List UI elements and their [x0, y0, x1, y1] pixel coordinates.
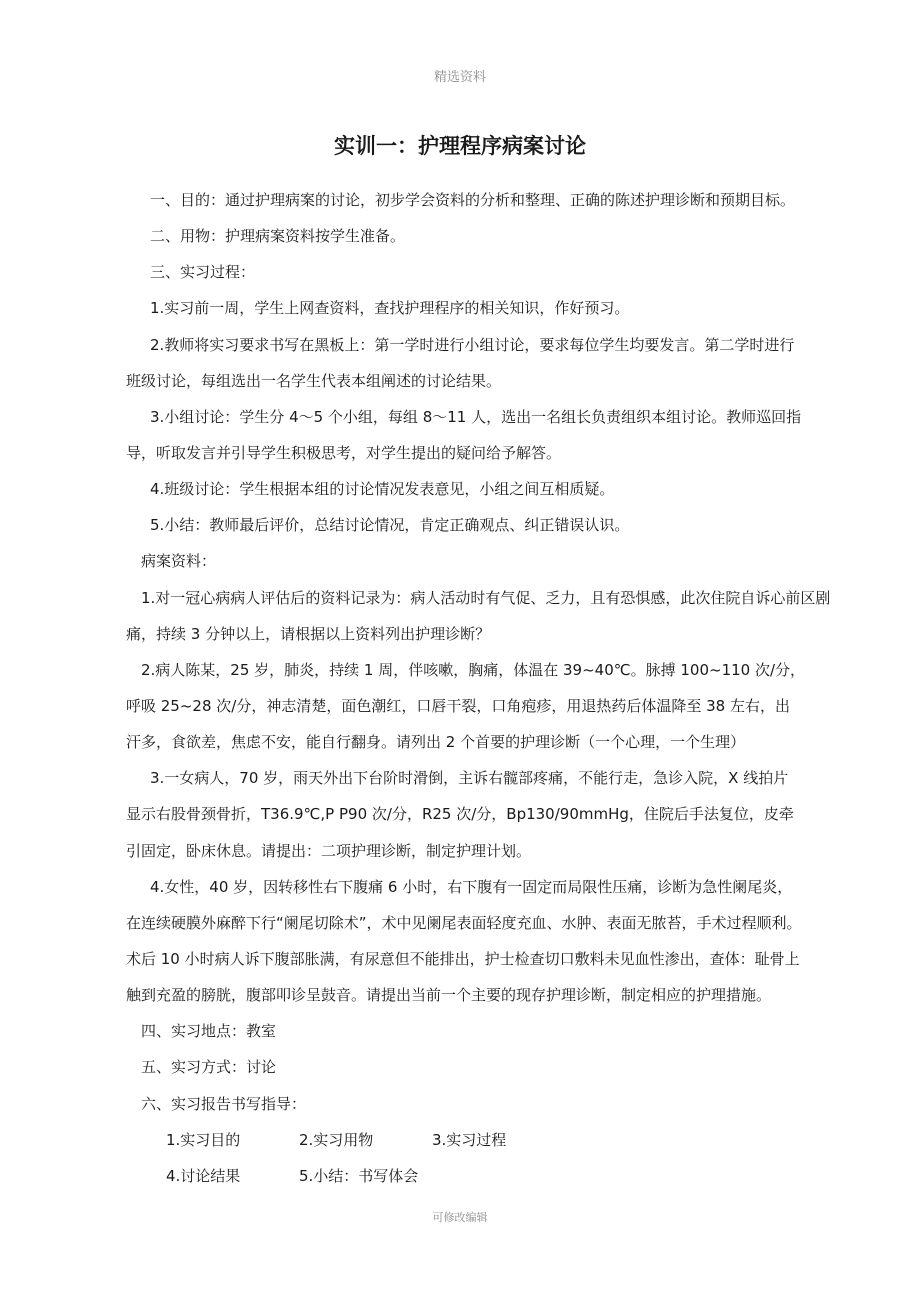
- text-line: 班级讨论，每组选出一名学生代表本组阐述的讨论结果。: [126, 372, 502, 390]
- text-line: 3.一女病人，70 岁，雨天外出下台阶时滑倒，主诉右髋部疼痛，不能行走，急诊入院，X 线拍片: [150, 769, 789, 787]
- text-line: 术后 10 小时病人诉下腹部胀满，有尿意但不能排出，护士检查切口敷料未见血性渗出，查体：耻骨上: [126, 950, 800, 968]
- text-line: 触到充盈的膀胱，腹部叩诊呈鼓音。请提出当前一个主要的现存护理诊断，制定相应的护理措施。: [126, 986, 772, 1004]
- text-line: 5.小结：教师最后评价，总结讨论情况，肯定正确观点、纠正错误认识。: [150, 516, 630, 534]
- guide-item: 5.小结：书写体会: [299, 1167, 419, 1185]
- guide-row-2: [0, 1166, 920, 1186]
- text-line: 五、实习方式：讨论: [141, 1058, 277, 1076]
- text-line: 六、实习报告书写指导：: [141, 1095, 307, 1113]
- text-line: 呼吸 25~28 次/分，神志清楚，面色潮红，口唇干裂，口角疱疹，用退热药后体温降至 38 左右，出: [126, 697, 790, 715]
- text-line: 3.小组讨论：学生分 4～5 个小组，每组 8～11 人，选出一名组长负责组织本组讨论。教师巡回指: [150, 408, 802, 426]
- guide-item: 4.讨论结果: [166, 1167, 241, 1185]
- page-title: 实训一：护理程序病案讨论: [334, 134, 586, 158]
- text-line: 4.班级讨论：学生根据本组的讨论情况发表意见，小组之间互相质疑。: [150, 480, 615, 498]
- page-header: 精选资料: [433, 70, 486, 85]
- guide-row-1: [0, 1130, 920, 1150]
- text-line: 导，听取发言并引导学生积极思考，对学生提出的疑问给予解答。: [126, 444, 562, 462]
- text-line: 引固定，卧床休息。请提出：二项护理诊断，制定护理计划。: [126, 842, 532, 860]
- text-line: 痛，持续 3 分钟以上，请根据以上资料列出护理诊断？: [126, 625, 491, 643]
- text-line: 四、实习地点：教室: [141, 1022, 277, 1040]
- page-footer: 可修改编辑: [432, 1211, 488, 1224]
- text-line: 汗多，食欲差，焦虑不安，能自行翻身。请列出 2 个首要的护理诊断（一个心理，一个生理）: [126, 733, 746, 751]
- text-line: 在连续硬膜外麻醉下行“阑尾切除术”，术中见阑尾表面轻度充血、水肿、表面无脓苔，手术过程顺利。: [126, 914, 802, 932]
- text-line: 病案资料：: [141, 552, 217, 570]
- text-line: 4.女性，40 岁，因转移性右下腹痛 6 小时，右下腹有一固定而局限性压痛，诊断为急性阑尾炎，: [150, 878, 793, 896]
- text-line: 2.病人陈某，25 岁，肺炎，持续 1 周，伴咳嗽，胸痛，体温在 39~40℃。脉搏 100~110 次/分，: [141, 661, 806, 679]
- guide-item: 1.实习目的: [166, 1131, 241, 1149]
- text-line: 1.实习前一周，学生上网查资料，查找护理程序的相关知识，作好预习。: [150, 299, 630, 317]
- text-line: 2.教师将实习要求书写在黑板上：第一学时进行小组讨论，要求每位学生均要发言。第二学时进行: [150, 336, 795, 354]
- text-line: 1.对一冠心病病人评估后的资料记录为：病人活动时有气促、乏力，且有恐惧感，此次住院自诉心前区剧: [141, 589, 831, 607]
- text-line: 二、用物：护理病案资料按学生准备。: [150, 227, 406, 245]
- text-line: 三、实习过程：: [150, 263, 256, 281]
- text-line: 显示右股骨颈骨折，T36.9℃,P P90 次/分，R25 次/分，Bp130/90mmHg，住院后手法复位，皮牵: [126, 805, 794, 823]
- guide-item: 2.实习用物: [299, 1131, 374, 1149]
- guide-item: 3.实习过程: [432, 1131, 507, 1149]
- text-line: 一、目的：通过护理病案的讨论，初步学会资料的分析和整理、正确的陈述护理诊断和预期目标。: [150, 191, 796, 209]
